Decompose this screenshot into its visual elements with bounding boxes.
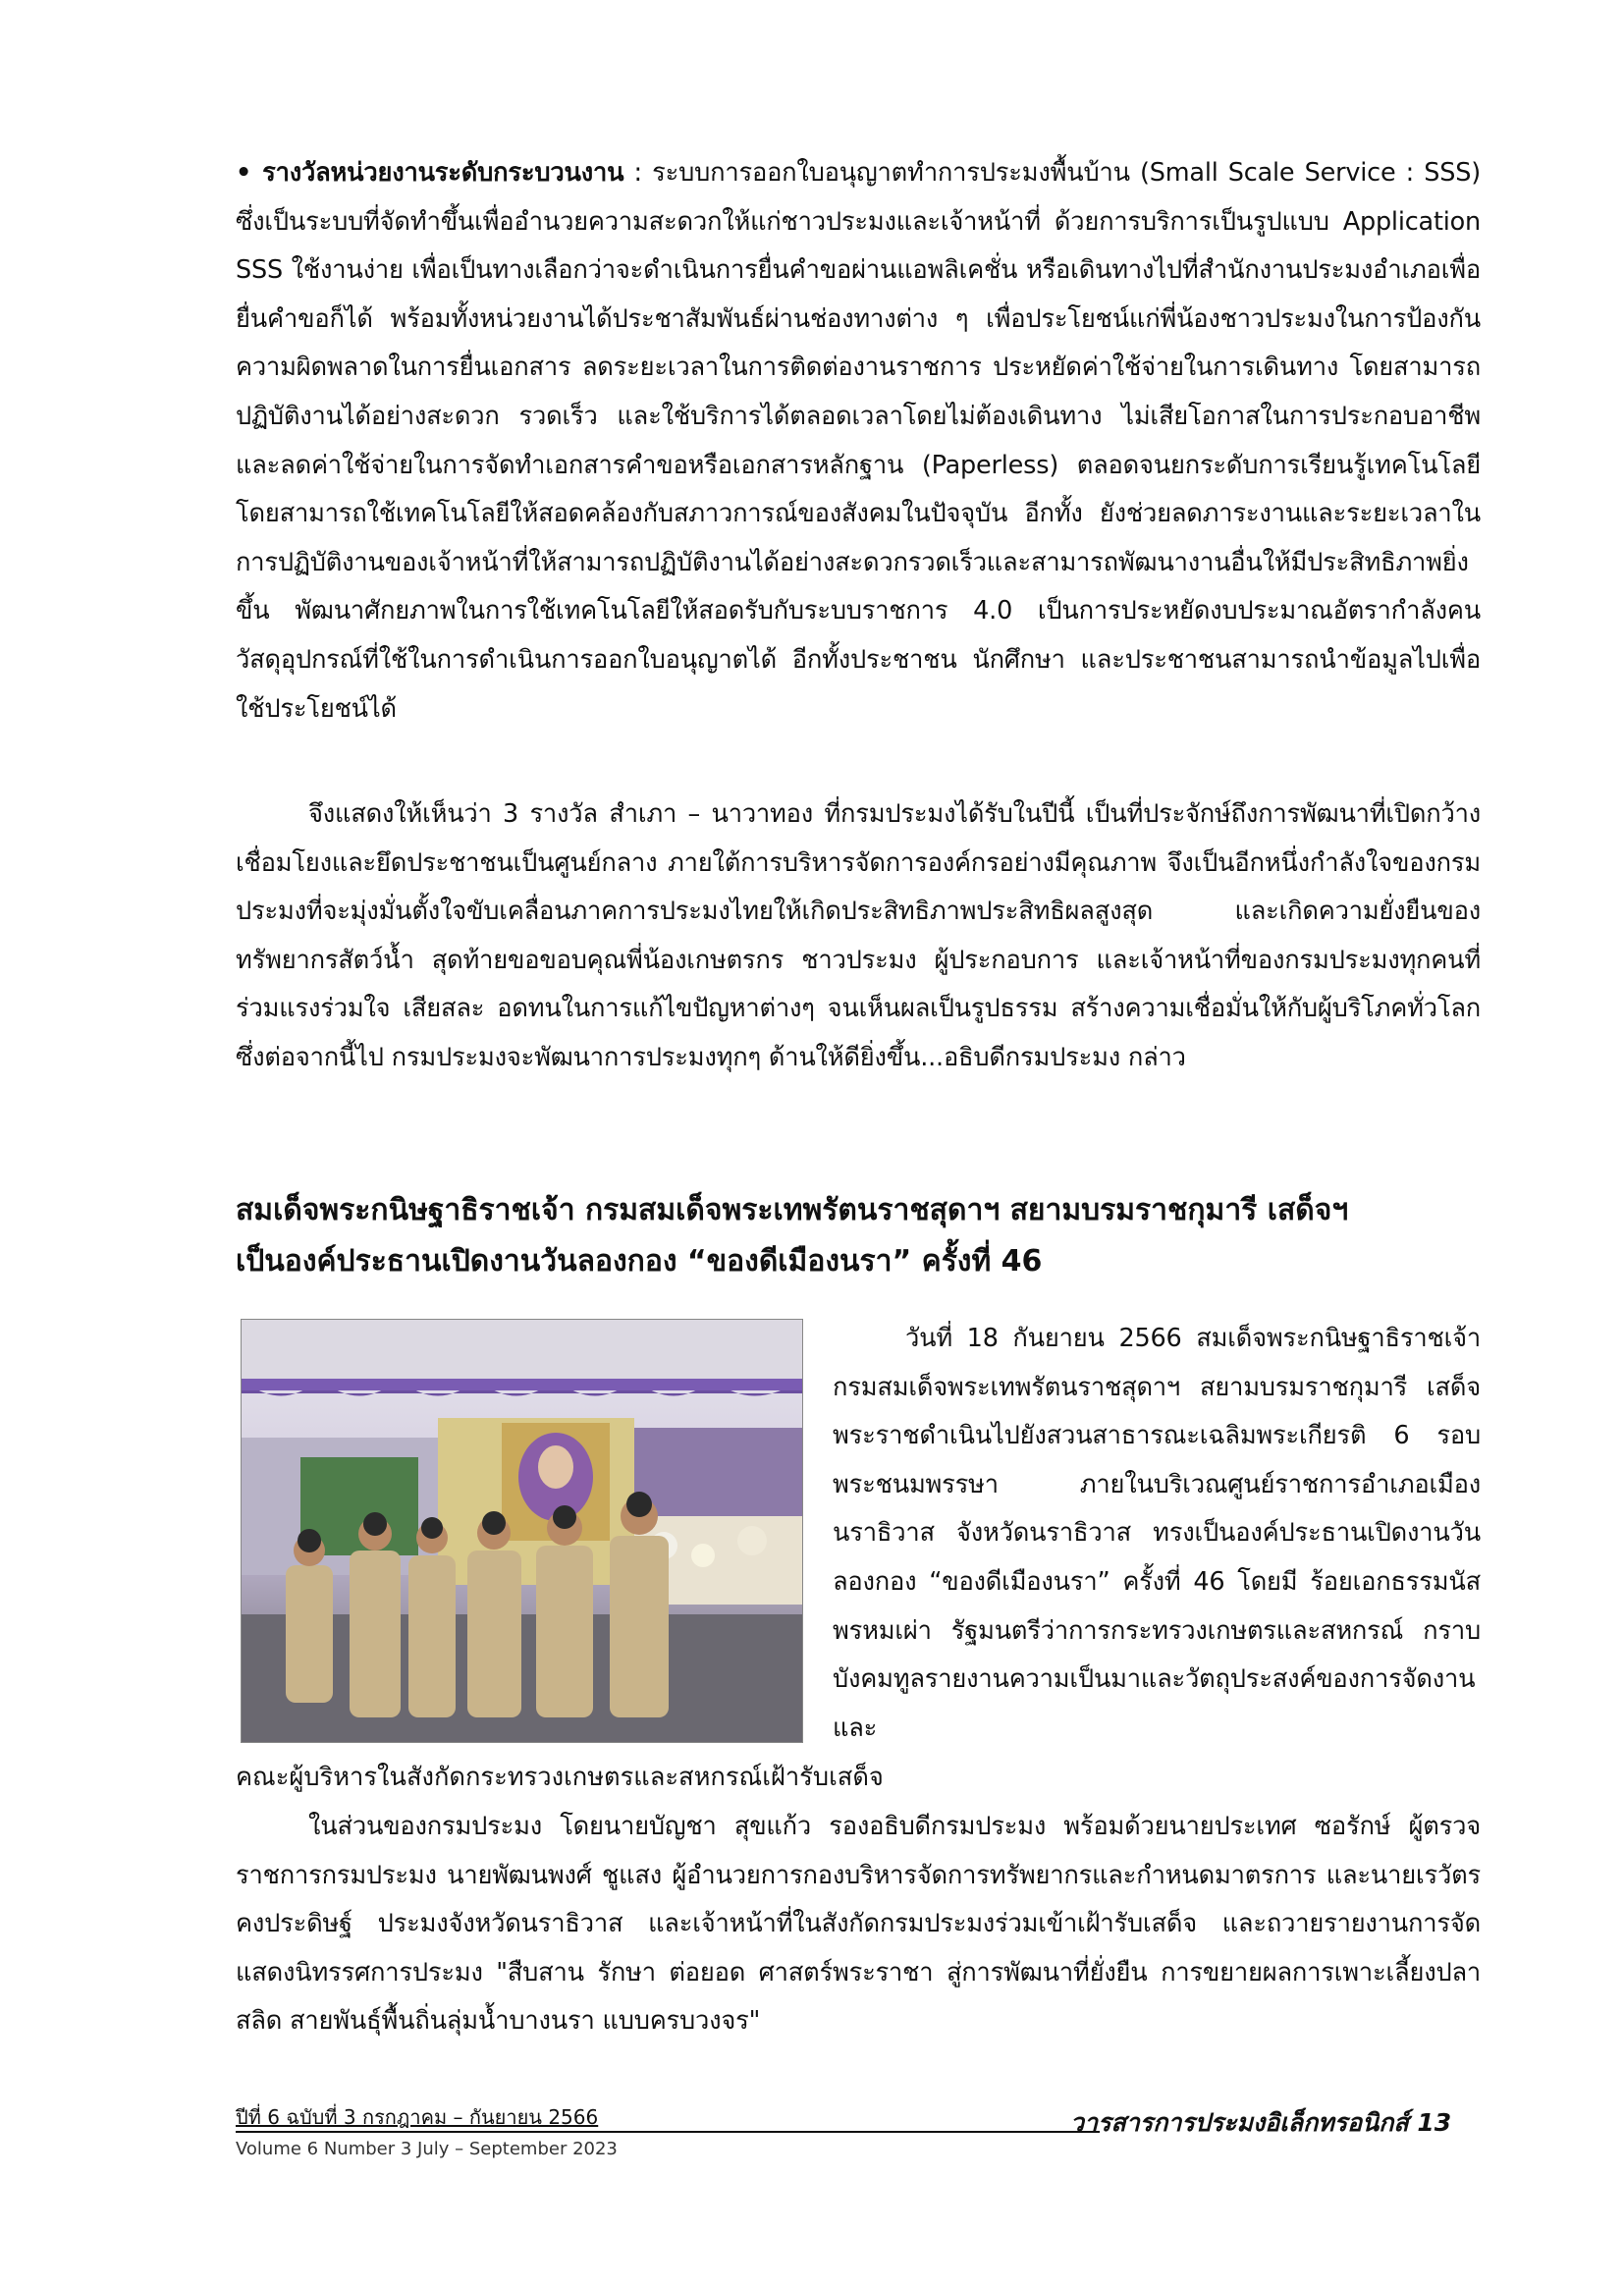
news-paragraph-1-continued: คณะผู้บริหารในสังกัดกระทรวงเกษตรและสหกรณ์เฝ้ารับเสด็จ bbox=[236, 1763, 884, 1792]
news-heading-line-1: สมเด็จพระกนิษฐาธิราชเจ้า กรมสมเด็จพระเทพรัตนราชสุดาฯ สยามบรมราชกุมารี เสด็จฯ bbox=[236, 1193, 1349, 1227]
news-heading-line-2: เป็นองค์ประธานเปิดงานวันลองกอง “ของดีเมืองนรา” ครั้งที่ 46 bbox=[236, 1244, 1043, 1279]
award-label: • รางวัลหน่วยงานระดับกระบวนงาน bbox=[236, 158, 624, 188]
event-photo-illustration bbox=[242, 1320, 802, 1742]
award-paragraph bbox=[236, 149, 1481, 734]
footer-issue-english: Volume 6 Number 3 July – September 2023 bbox=[236, 2139, 618, 2159]
award-text: : ระบบการออกใบอนุญาตทำการประมงพื้นบ้าน (Small Scale Service : SSS) ซึ่งเป็นระบบที่จัดทำขึ้นเพื่ออำนวยความสะดวกให้แก่ชาวประมงและเจ้าหน้าที่ ด้วยการบริการเป็นรูปแบบ Application SSS ใช้งานง่าย เพื่อเป็นทางเลือกว่าจะดำเนินการยื่นคำขอผ่านแอพลิเคชั่น หรือเดินทางไปที่สำนักงานประมงอำเภอเพื่อยื่นคำขอก็ได้ พร้อมทั้งหน่วยงานได้ประชาสัมพันธ์ผ่านช่องทางต่าง ๆ เพื่อประโยชน์แก่พี่น้องชาวประมงในการป้องกันความผิดพลาดในการยื่นเอกสาร ลดระยะเวลาในการติดต่องานราชการ ประหยัดค่าใช้จ่ายในการเดินทาง โดยสามารถปฏิบัติงานได้อย่างสะดวก รวดเร็ว และใช้บริการได้ตลอดเวลาโดยไม่ต้องเดินทาง ไม่เสียโอกาสในการประกอบอาชีพ และลดค่าใช้จ่ายในการจัดทำเอกสารคำขอหรือเอกสารหลักฐาน (Paperless) ตลอดจนยกระดับการเรียนรู้เทคโนโลยีโดยสามารถใช้เทคโนโลยีให้สอดคล้องกับสภาวการณ์ของสังคมในปัจจุบัน อีกทั้ง ยังช่วยลดภาระงานและระยะเวลาในการปฏิบัติงานของเจ้าหน้าที่ให้สามารถปฏิบัติงานได้อย่างสะดวกรวดเร็วและสามารถพัฒนางานอื่นให้มีประสิทธิภาพยิ่งขึ้น พัฒนาศักยภาพในการใช้เทคโนโลยีให้สอดรับกับระบบราชการ 4.0 เป็นการประหยัดงบประมาณอัตรากำลังคน วัสดุอุปกรณ์ที่ใช้ในการดำเนินการออกใบอนุญาตได้ อีกทั้งประชาชน นักศึกษา และประชาชนสามารถนำข้อมูลไปเพื่อใช้ประโยชน์ได้ bbox=[236, 158, 1481, 724]
news-paragraph-1: วันที่ 18 กันยายน 2566 สมเด็จพระกนิษฐาธิราชเจ้า กรมสมเด็จพระเทพรัตนราชสุดาฯ สยามบรมราชกุมารี เสด็จพระราชดำเนินไปยังสวนสาธารณะเฉลิมพระเกียรติ 6 รอบ พระชนมพรรษา ภายในบริเวณศูนย์ราชการอำเภอเมืองนราธิวาส จังหวัดนราธิวาส ทรงเป็นองค์ประธานเปิดงานวันลองกอง “ของดีเมืองนรา” ครั้งที่ 46 โดยมี ร้อยเอกธรรมนัส พรหมเผ่า รัฐมนตรีว่าการกระทรวงเกษตรและสหกรณ์ กราบบังคมทูลรายงานความเป็นมาและวัตถุประสงค์ของการจัดงาน และ bbox=[833, 1324, 1481, 1743]
footer-issue-thai: ปีที่ 6 ฉบับที่ 3 กรกฎาคม – กันยายน 2566 bbox=[236, 2105, 599, 2129]
summary-paragraph: จึงแสดงให้เห็นว่า 3 รางวัล สำเภา – นาวาทอง ที่กรมประมงได้รับในปีนี้ เป็นที่ประจักษ์ถึงการพัฒนาที่เปิดกว้างเชื่อมโยงและยึดประชาชนเป็นศูนย์กลาง ภายใต้การบริหารจัดการองค์กรอย่างมีคุณภาพ จึงเป็นอีกหนึ่งกำลังใจของกรมประมงที่จะมุ่งมั่นตั้งใจขับเคลื่อนภาคการประมงไทยให้เกิดประสิทธิภาพประสิทธิผลสูงสุด และเกิดความยั่งยืนของทรัพยากรสัตว์น้ำ สุดท้ายขอขอบคุณพี่น้องเกษตรกร ชาวประมง ผู้ประกอบการ และเจ้าหน้าที่ของกรมประมงทุกคนที่ร่วมแรงร่วมใจ เสียสละ อดทนในการแก้ไขปัญหาต่างๆ จนเห็นผลเป็นรูปธรรม สร้างความเชื่อมั่นให้กับผู้บริโภคทั่วโลก ซึ่งต่อจากนี้ไป กรมประมงจะพัฒนาการประมงทุกๆ ด้านให้ดียิ่งขึ้น...อธิบดีกรมประมง กล่าว bbox=[236, 799, 1481, 1072]
news-heading bbox=[236, 1185, 1481, 1287]
footer-rule bbox=[236, 2131, 1100, 2133]
news-paragraph-2: ในส่วนของกรมประมง โดยนายบัญชา สุขแก้ว รองอธิบดีกรมประมง พร้อมด้วยนายประเทศ ซอรักษ์ ผู้ตรวจราชการกรมประมง นายพัฒนพงศ์ ชูแสง ผู้อำนวยการกองบริหารจัดการทรัพยากรและกำหนดมาตรการ และนายเรวัตร คงประดิษฐ์ ประมงจังหวัดนราธิวาส และเจ้าหน้าที่ในสังกัดกรมประมงร่วมเข้าเฝ้ารับเสด็จ และถวายรายงานการจัดแสดงนิทรรศการประมง "สืบสาน รักษา ต่อยอด ศาสตร์พระราชา สู่การพัฒนาที่ยั่งยืน การขยายผลการเพาะเลี้ยงปลาสลิด สายพันธุ์พื้นถิ่นลุ่มน้ำบางนรา แบบครบวงจร" bbox=[236, 1812, 1481, 2037]
event-photo bbox=[241, 1319, 803, 1743]
footer-journal-page: วารสารการประมงอิเล็กทรอนิกส์ 13 bbox=[1070, 2108, 1452, 2137]
